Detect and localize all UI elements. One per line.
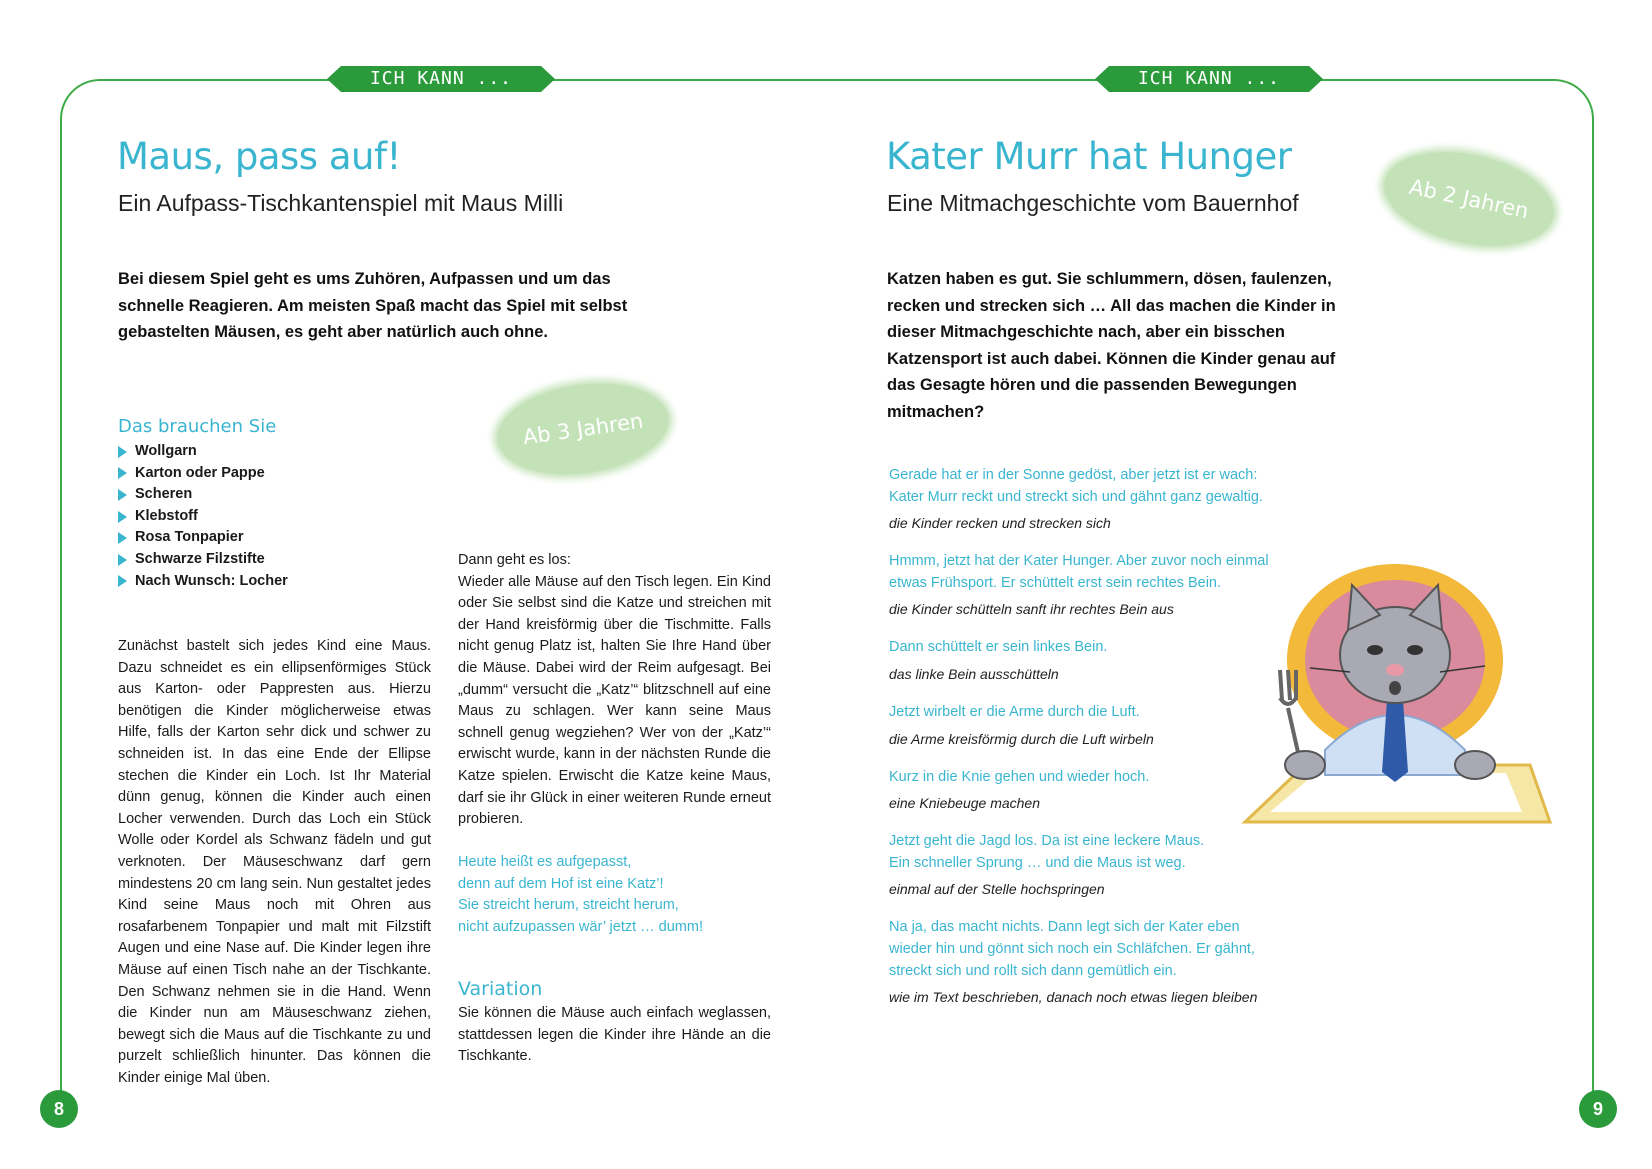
material-label: Karton oder Pappe (135, 464, 265, 481)
arrow-bullet-icon (118, 467, 127, 479)
material-item (118, 463, 288, 485)
cat-illustration (1230, 560, 1570, 835)
rhyme-block (458, 852, 703, 938)
material-label: Schwarze Filzstifte (135, 550, 265, 567)
page-number-right: 9 (1579, 1090, 1617, 1128)
section-banner-right: ICH KANN ... ZUHÖREN (1109, 66, 1309, 92)
story-instruction: die Arme kreisförmig durch die Luft wirbeln (889, 730, 1154, 747)
material-label: Wollgarn (135, 443, 197, 459)
arrow-bullet-icon (118, 511, 127, 523)
section-banner-left: ICH KANN ... ZUHÖREN (341, 66, 541, 92)
material-item (118, 549, 288, 571)
story-line: etwas Frühsport. Er schüttelt erst sein rechtes Bein. (889, 574, 1222, 591)
story-instruction: die Kinder recken und strecken sich (889, 515, 1111, 532)
col2-body: Wieder alle Mäuse auf den Tisch legen. Ein Kind oder Sie selbst sind die Katze und streichen mit der Hand kreisförmig über die Tischmitte. Falls nicht genug Platz ist, halten Sie Ihre Hand über die Mäuse. Dabei wird der Reim aufgesagt. Bei „dumm“ versucht die „Katz’“ blitzschnell auf eine Maus zu schlagen. Wer kann seine Maus schnell genug wegziehen? Wer von der „Katz’“ erwischt wurde, kann in der nächsten Runde die Katze spielen. Erwischt die Katze keine Maus, darf sie ihr Glück in einer weiteren Runde erneut probieren. (458, 573, 771, 828)
story-line: Hmmm, jetzt hat der Kater Hunger. Aber zuvor noch einmal (889, 553, 1269, 570)
story-instruction: eine Kniebeuge machen (889, 795, 1041, 812)
story-step (889, 831, 1309, 897)
cat-eye-left (1367, 645, 1383, 655)
story-line: Kurz in die Knie gehen und wieder hoch. (889, 768, 1150, 785)
story-step (889, 465, 1309, 531)
left-body-text (118, 636, 431, 1089)
age-badge-text: Ab 2 Jahren (1407, 174, 1531, 224)
left-subtitle: Ein Aufpass-Tischkantenspiel mit Maus Milli (118, 190, 564, 216)
story-instruction: wie im Text beschrieben, danach noch etwas liegen bleiben (889, 989, 1258, 1006)
left-col2 (458, 550, 771, 831)
cat-mouth (1389, 681, 1401, 695)
material-label: Scheren (135, 486, 193, 503)
story-line: Dann schüttelt er sein linkes Bein. (889, 639, 1108, 656)
page-number-left: 8 (40, 1090, 78, 1128)
story-line: streckt sich und rollt sich dann gemütlich ein. (889, 962, 1177, 979)
material-item (118, 484, 288, 506)
story-line: Jetzt geht die Jagd los. Da ist eine leckere Maus. (889, 833, 1205, 850)
right-subtitle: Eine Mitmachgeschichte vom Bauernhof (887, 190, 1299, 216)
materials-heading: Das brauchen Sie (118, 416, 277, 437)
rhyme-line: nicht aufzupassen wär’ jetzt … dumm! (458, 918, 703, 935)
story-line: wieder hin und gönnt sich noch ein Schläfchen. Er gähnt, (889, 940, 1255, 957)
story-instruction: das linke Bein ausschütteln (889, 665, 1059, 682)
arrow-bullet-icon (118, 575, 127, 587)
cat-paw-left (1285, 751, 1325, 779)
material-label: Nach Wunsch: Locher (135, 572, 288, 589)
age-badge-text: Ab 3 Jahren (521, 408, 645, 450)
story-line: Kater Murr reckt und streckt sich und gähnt ganz gewaltig. (889, 488, 1263, 505)
variation-heading: Variation (458, 978, 543, 1000)
cat-nose (1386, 664, 1404, 676)
cat-paw-right (1455, 751, 1495, 779)
right-intro: Katzen haben es gut. Sie schlummern, dösen, faulenzen, recken und strecken sich … All das machen die Kinder in dieser Mitmachgeschichte nach, aber ein bisschen Katzensport ist auch dabei. Können die Kinder genau auf das Gesagte hören und die passenden Bewegungen mitmachen? (887, 270, 1336, 421)
story-line: Jetzt wirbelt er die Arme durch die Luft. (889, 703, 1140, 720)
material-item (118, 506, 288, 528)
story-line: Na ja, das macht nichts. Dann legt sich der Kater eben (889, 919, 1240, 936)
cat-eye-right (1407, 645, 1423, 655)
material-item (118, 571, 288, 593)
material-label: Rosa Tonpapier (135, 529, 244, 546)
left-intro: Bei diesem Spiel geht es ums Zuhören, Aufpassen und um das schnelle Reagieren. Am meisten Spaß macht das Spiel mit selbst gebastelten Mäusen, es geht aber natürlich auch ohne. (118, 270, 628, 341)
story-instruction: die Kinder schütteln sanft ihr rechtes Bein aus (889, 601, 1174, 618)
story-line: Ein schneller Sprung … und die Maus ist weg. (889, 854, 1186, 871)
materials-list (118, 441, 288, 592)
rhyme-line: Sie streicht herum, streicht herum, (458, 897, 679, 914)
rhyme-line: Heute heißt es aufgepasst, (458, 854, 632, 870)
material-item (118, 441, 288, 463)
arrow-bullet-icon (118, 532, 127, 544)
arrow-bullet-icon (118, 446, 127, 458)
story-instruction: einmal auf der Stelle hochspringen (889, 881, 1105, 898)
material-label: Klebstoff (135, 507, 198, 524)
arrow-bullet-icon (118, 489, 127, 501)
left-title: Maus, pass auf! (117, 135, 401, 178)
rhyme-line: denn auf dem Hof ist eine Katz’! (458, 875, 664, 892)
material-item (118, 527, 288, 549)
right-title: Kater Murr hat Hunger (886, 135, 1292, 178)
arrow-bullet-icon (118, 554, 127, 566)
story-line: Gerade hat er in der Sonne gedöst, aber jetzt ist er wach: (889, 467, 1258, 483)
variation-body: Sie können die Mäuse auch einfach weglassen, stattdessen legen die Kinder ihre Hände an die Tischkante. (458, 1005, 771, 1065)
story-step (889, 917, 1309, 1005)
instructions-paragraph: Zunächst bastelt sich jedes Kind eine Maus. Dazu schneidet es ein ellipsenförmiges Stück aus Karton- oder Pappresten aus. Hierzu benötigen die Kinder möglicherweise etwas Hilfe, falls der Karton sehr dick und schwer zu schneiden ist. In das eine Ende der Ellipse stechen die Kinder ein Loch. Ist Ihr Material dünn genug, können die Kinder auch einen Locher verwenden. Durch das Loch ein Stück Wolle oder Kordel als Schwanz fädeln und gut verknoten. Der Mäuseschwanz darf gern mindestens 20 cm lang sein. Nun gestaltet jedes Kind seine Maus noch mit Ohren aus rosafarbenem Tonpapier und malt mit Filzstift Augen und eine Nase auf. Die Kinder legen ihre Mäuse auf einen Tisch nahe an der Tischkante. Den Schwanz nehmen sie in die Hand. Wenn die Kinder nun am Mäuseschwanz ziehen, bewegt sich die Maus auf die Tischkante zu und purzelt schließlich hinunter. Das können die Kinder einige Mal üben. (118, 638, 431, 1086)
col2-intro: Dann geht es los: (458, 552, 571, 568)
